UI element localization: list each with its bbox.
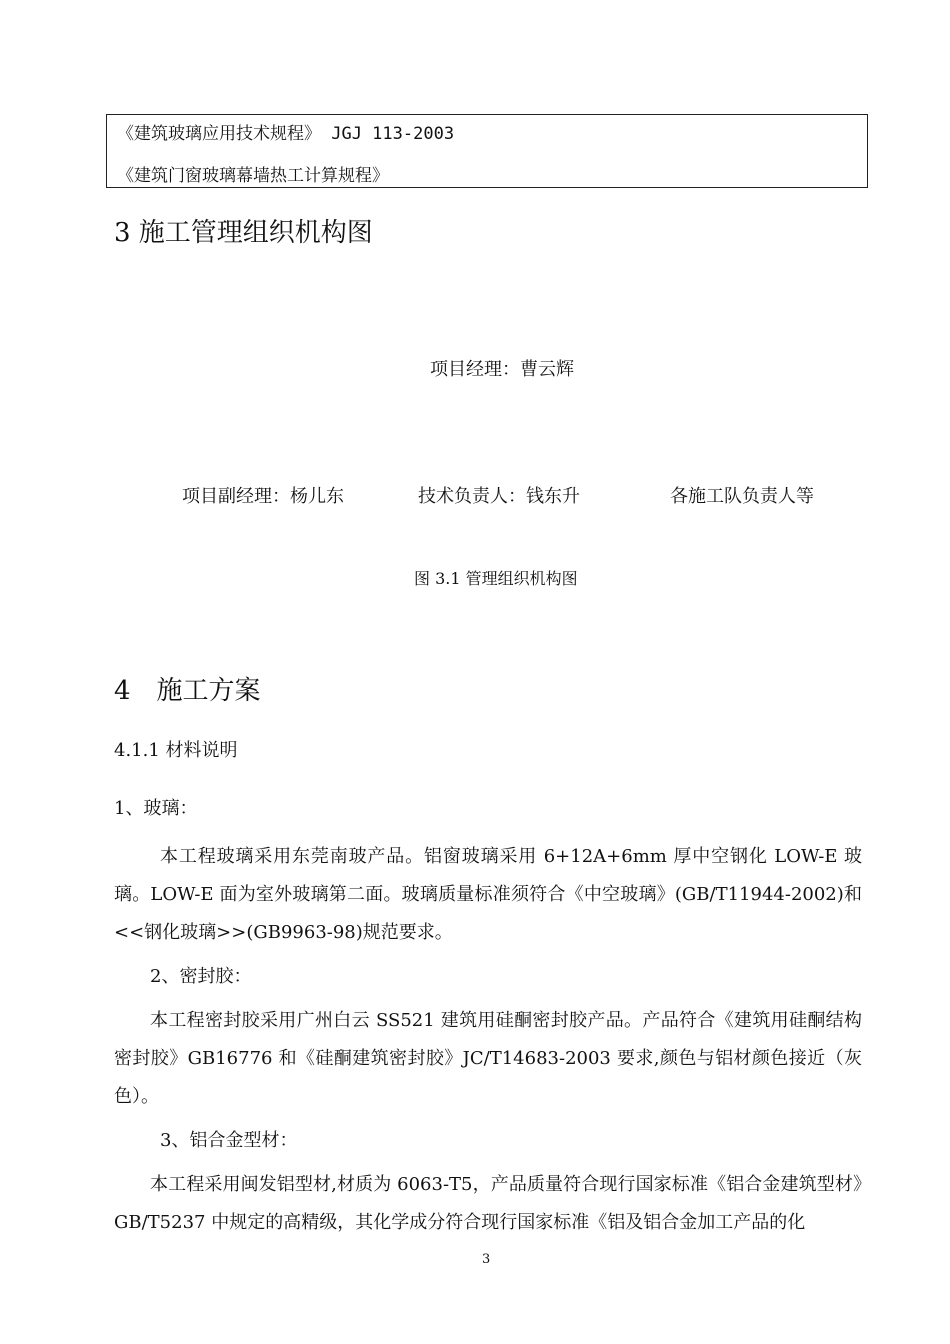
paragraph-glass: 本工程玻璃采用东莞南玻产品。铝窗玻璃采用 6+12A+6mm 厚中空钢化 LOW-E 玻璃。LOW-E 面为室外玻璃第二面。玻璃质量标准须符合《中空玻璃》(GB/T11944-2002)和<<钢化玻璃>>(GB9963-98)规范要求。 [114,846,862,943]
paragraph-aluminum: 本工程采用闽发铝型材,材质为 6063-T5，产品质量符合现行国家标准《铝合金建筑型材》GB/T5237 中规定的高精级，其化学成分符合现行国家标准《铝及铝合金加工产品的化 [114,1174,862,1233]
paragraph-sealant: 本工程密封胶采用广州白云 SS521 建筑用硅酮密封胶产品。产品符合《建筑用硅酮结构密封胶》GB16776 和《硅酮建筑密封胶》JC/T14683-2003 要求,颜色与铝材颜色接近（灰色）。 [114,1010,862,1107]
org-chart-node: 各施工队负责人等 [670,486,814,507]
org-chart-node: 项目副经理：杨儿东 [182,486,344,507]
reference-line: 《建筑玻璃应用技术规程》 JGJ 113-2003 [117,124,455,144]
org-chart-top-node: 项目经理：曹云辉 [430,359,574,380]
references-table [106,114,868,188]
section-3-heading: 3 施工管理组织机构图 [114,218,373,248]
item-title-aluminum: 3、铝合金型材： [160,1130,298,1151]
item-title-sealant: 2、密封胶： [150,966,252,987]
page-number: 3 [482,1252,491,1267]
org-chart-node: 技术负责人：钱东升 [418,486,580,507]
figure-caption: 图 3.1 管理组织机构图 [414,569,578,588]
section-4-heading: 4 施工方案 [114,676,261,706]
item-title-glass: 1、玻璃： [114,798,198,819]
sub-heading: 4.1.1 材料说明 [114,740,238,761]
reference-line: 《建筑门窗玻璃幕墙热工计算规程》 [117,166,389,186]
